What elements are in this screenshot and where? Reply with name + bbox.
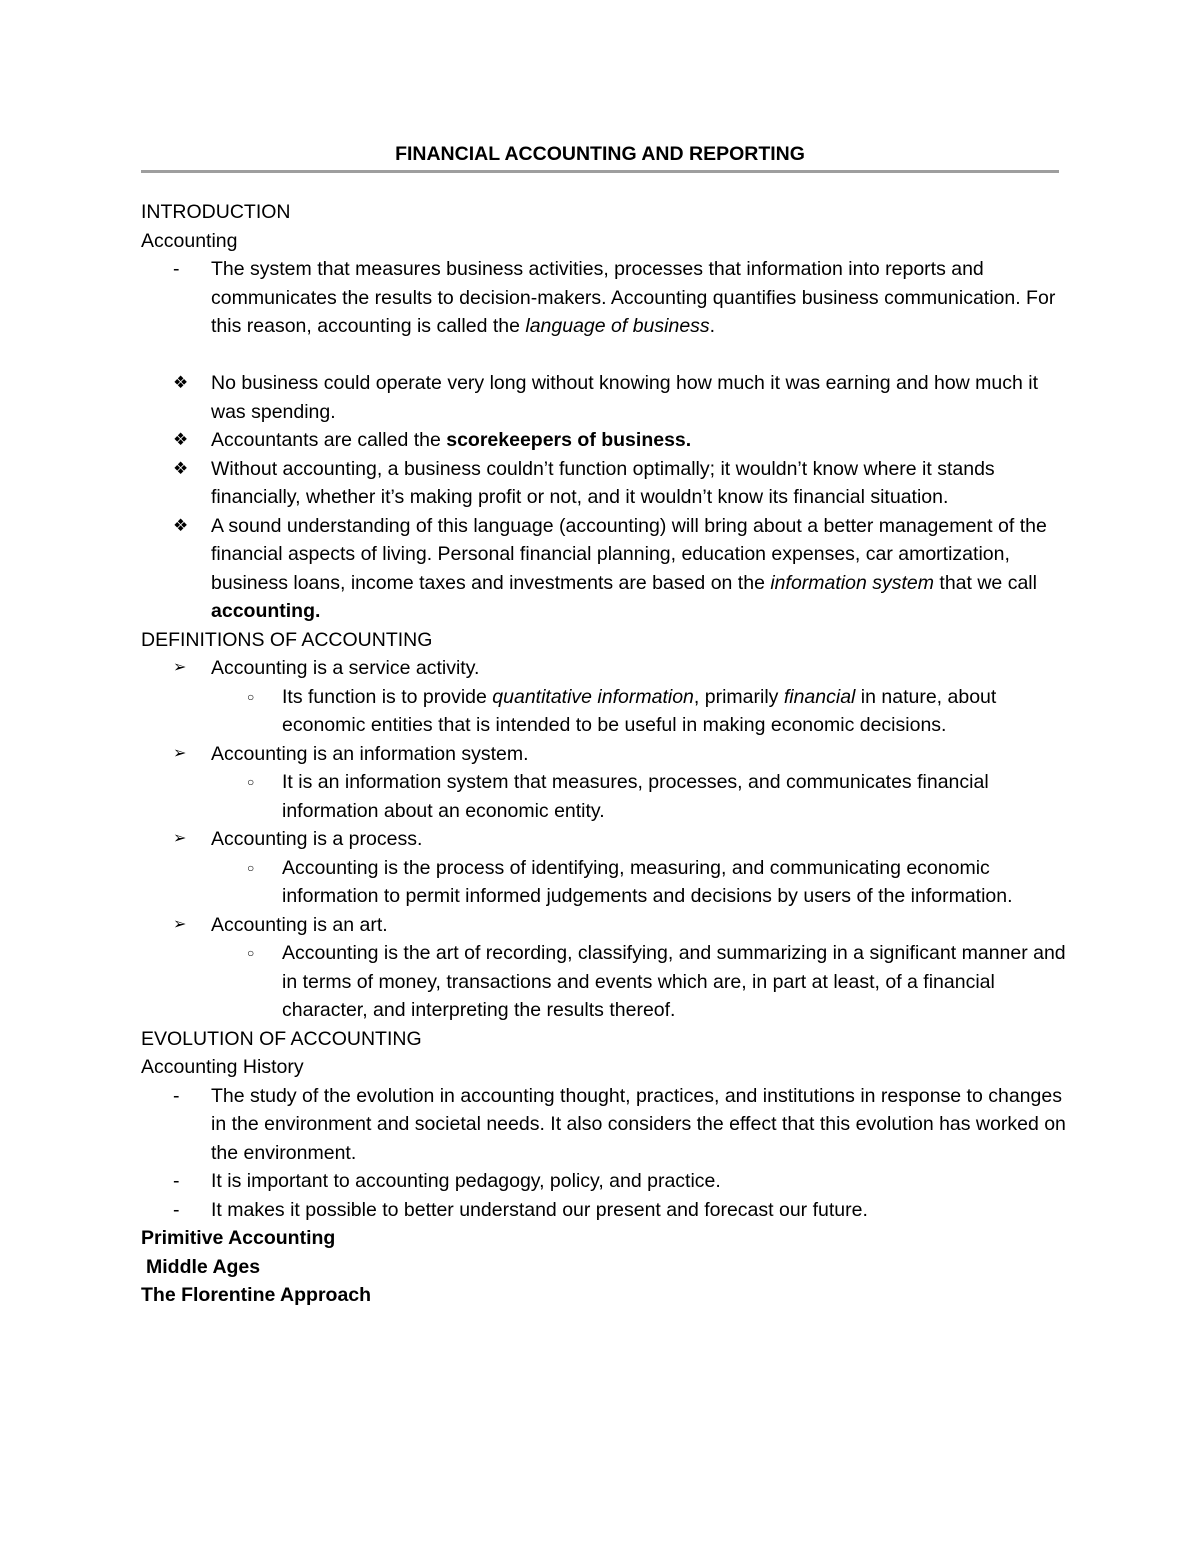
document-title: FINANCIAL ACCOUNTING AND REPORTING (395, 143, 805, 165)
definition-label (141, 825, 1066, 854)
detail-text: Its function is to provide (282, 685, 493, 708)
circle-bullet-icon: ○ (247, 946, 255, 960)
topic-heading-middle-ages: Middle Ages (146, 1255, 261, 1278)
history-point (141, 1167, 1066, 1196)
circle-bullet-icon: ○ (247, 775, 255, 789)
label-text: Accounting is a service activity. (211, 657, 480, 679)
definition-label (141, 911, 1066, 940)
topic-heading-florentine-approach: The Florentine Approach (141, 1284, 372, 1306)
definition-italic: language of business (525, 315, 710, 337)
blank-line (141, 341, 1066, 370)
subheading-accounting-history: Accounting History (141, 1056, 304, 1078)
circle-bullet-icon: ○ (247, 689, 255, 704)
arrow-bullet-icon: ➢ (173, 915, 187, 933)
definition-detail (141, 854, 1066, 911)
arrow-bullet-icon: ➢ (173, 830, 187, 847)
section-heading-introduction: INTRODUCTION (141, 201, 291, 223)
arrow-bullet-icon: ➢ (173, 744, 187, 762)
point-text: It is important to accounting pedagogy, policy, and practice. (211, 1170, 721, 1192)
diamond-bullet-icon: ❖ (173, 373, 189, 392)
section-heading-definitions: DEFINITIONS OF ACCOUNTING (141, 628, 433, 651)
detail-italic: quantitative information (492, 685, 694, 708)
definition-label (141, 740, 1066, 769)
definition-end: . (709, 315, 716, 337)
definition-detail (141, 768, 1066, 825)
dash-marker: - (173, 258, 180, 280)
point-text: It makes it possible to better understand our present and forecast our future. (211, 1198, 868, 1221)
arrow-bullet-icon: ➢ (173, 659, 187, 676)
diamond-bullet-icon: ❖ (173, 515, 189, 535)
history-point (141, 1082, 1066, 1168)
detail-text: Accounting is the process of identifying, measuring, and communicating economic information to permit informed judgements and decisions by users of the information. (282, 856, 1013, 907)
detail-text: It is an information system that measures, processes, and communicates financial information about an economic entity. (282, 771, 989, 822)
intro-bullet (141, 512, 1066, 626)
detail-text: Accounting is the art of recording, classifying, and summarizing in a significant manner and in terms of money, transactions and events which are, in part at least, of a financial character, and interpreting the results thereof. (282, 942, 1066, 1021)
title-divider (141, 170, 1059, 173)
label-text: Accounting is a process. (211, 828, 423, 850)
history-point (141, 1196, 1066, 1225)
bullet-text: A sound understanding of this language (accounting) will bring about a better management of the financial aspects of living. Personal financial planning, education expenses, car amortization, business loans, income taxes and investments are based on the (211, 514, 1047, 594)
topic-heading-primitive-accounting: Primitive Accounting (141, 1227, 336, 1249)
bullet-text: Accountants are called the (211, 429, 447, 451)
bullet-text: Without accounting, a business couldn’t function optimally; it wouldn’t know where it stands financially, whether it’s making profit or not, and it wouldn’t know its financial situation. (211, 457, 995, 508)
bullet-mid: that we call (933, 571, 1037, 594)
label-text: Accounting is an information system. (211, 742, 529, 765)
intro-bullet (141, 426, 1066, 455)
bullet-bold: accounting. (211, 600, 321, 622)
dash-marker: - (173, 1198, 180, 1221)
detail-italic: financial (783, 685, 856, 708)
dash-marker: - (173, 1084, 180, 1107)
circle-bullet-icon: ○ (247, 860, 255, 875)
point-text: The study of the evolution in accounting thought, practices, and institutions in response to changes in the environment and societal needs. It also considers the effect that this evolution has worked on the environment. (211, 1084, 1066, 1164)
label-text: Accounting is an art. (211, 913, 388, 936)
bullet-italic: information system (770, 571, 934, 594)
detail-text: , primarily (693, 685, 784, 708)
diamond-bullet-icon: ❖ (173, 458, 189, 478)
bullet-text: No business could operate very long without knowing how much it was earning and how much it was spending. (211, 372, 1039, 423)
definition-detail (141, 683, 1066, 740)
section-heading-evolution: EVOLUTION OF ACCOUNTING (141, 1027, 422, 1050)
intro-bullet (141, 455, 1066, 512)
definition-item (141, 255, 1066, 341)
document-body (141, 198, 1066, 1310)
definition-text: The system that measures business activities, processes that information into reports and communicates the results to decision-makers. Accounting quantifies business communication. For this reason, accounting is called the (211, 258, 1056, 337)
definition-label (141, 654, 1066, 683)
diamond-bullet-icon: ❖ (173, 430, 189, 449)
subheading-accounting: Accounting (141, 229, 238, 252)
intro-bullet (141, 369, 1066, 426)
definition-detail (141, 939, 1066, 1025)
bullet-bold: scorekeepers of business. (446, 429, 692, 451)
dash-marker: - (173, 1170, 180, 1192)
detail-text: in nature, about economic entities that is intended to be useful in making economic decisions. (282, 685, 997, 736)
